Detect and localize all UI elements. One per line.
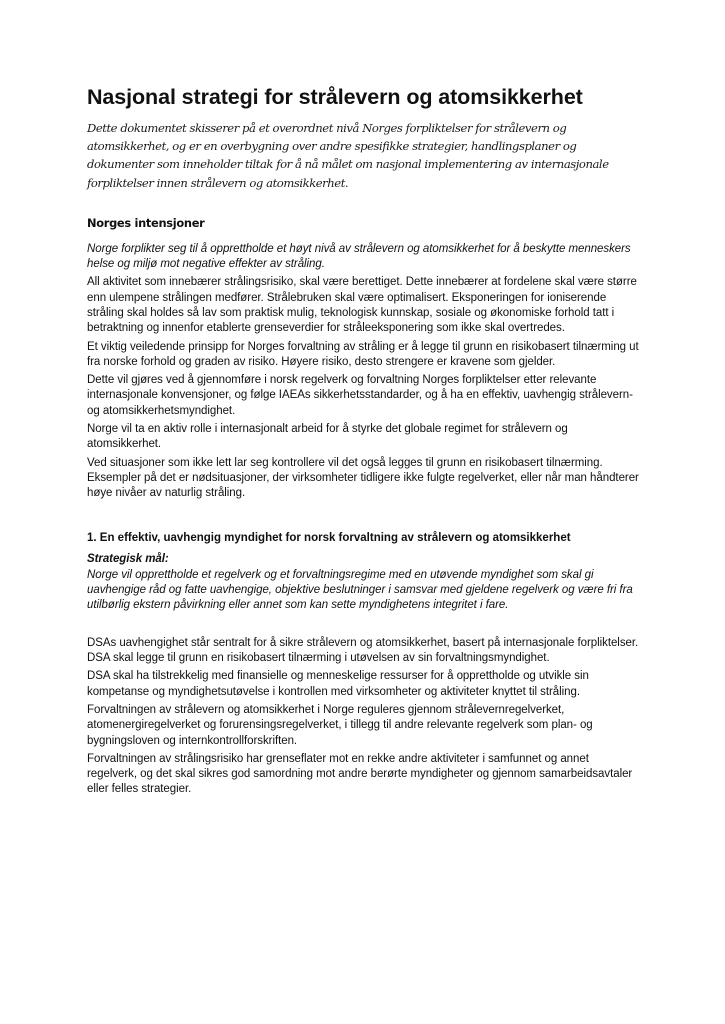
paragraph: Norge vil ta en aktiv rolle i internasjonalt arbeid for å styrke det globale regimet for strålevern og atomsikkerhet.: [87, 423, 568, 451]
intensions-lead: Norge forplikter seg til å opprettholde et høyt nivå av strålevern og atomsikkerhet for å beskytte menneskers helse og miljø mot negative effekter av stråling.: [87, 242, 631, 271]
paragraph: DSAs uavhengighet står sentralt for å sikre strålevern og atomsikkerhet, basert på internasjonale forpliktelser. DSA skal legge til grunn en risikobasert tilnærming i utøvelsen av sin forvaltningsmyndighet.: [87, 636, 639, 665]
paragraph: Ved situasjoner som ikke lett lar seg kontrollere vil det også legges til grunn en risikobasert tilnærming. Eksempler på det er nødsituasjoner, der virksomheter tidligere ikke fulgte regelverket, eller når man håndterer høye nivåer av naturlig stråling.: [87, 456, 639, 500]
document-title: Nasjonal strategi for strålevern og atomsikkerhet: [87, 85, 583, 109]
paragraph: All aktivitet som innebærer strålingsrisiko, skal være berettiget. Dette innebærer at fordelene skal være større enn ulempene strålingen medfører. Strålebruken skal være optimalisert. Eksponeringen for ioniserende stråling skal holdes så lav som praktisk mulig, teknologisk kunnskap, sosiale og økonomiske forhold tatt i betraktning og innenfor etablerte grenseverdier for stråleeksponering som ikke skal overtredes.: [87, 276, 637, 335]
paragraph: Forvaltningen av strålevern og atomsikkerhet i Norge reguleres gjennom strålevernregelverket, atomenergiregelverket og forurensingsregelverket, i tillegg til andre relevante regelverk som plan- og bygningsloven og internkontrollforskriften.: [87, 703, 593, 747]
section-heading-intensions: Norges intensjoner: [87, 215, 205, 230]
paragraph: Forvaltningen av strålingsrisiko har grenseflater mot en rekke andre aktiviteter i samfunnet og annet regelverk, og det skal sikres god samordning mot andre berørte myndigheter og gjennom samarbeidsavtaler eller felles strategier.: [87, 752, 633, 796]
paragraph: DSA skal ha tilstrekkelig med finansielle og menneskelige ressurser for å opprettholde og utvikle sin kompetanse og myndighetsutøvelse i kontrollen med virksomheter og aktiviteter knyttet til stråling.: [87, 670, 589, 698]
paragraph: Et viktig veiledende prinsipp for Norges forvaltning av stråling er å legge til grunn en risikobasert tilnærming ut fra norske forhold og graden av risiko. Høyere risiko, desto strengere er kravene som gjelder.: [87, 340, 639, 368]
strategic-goal-label: Strategisk mål:: [87, 552, 169, 565]
section-heading-1: 1. En effektiv, uavhengig myndighet for norsk forvaltning av strålevern og atomsikkerhet: [87, 531, 571, 544]
intro-paragraph: Dette dokumentet skisserer på et overordnet nivå Norges forpliktelser for strålevern og atomsikkerhet, og er en overbygning over andre spesifikke strategier, handlingsplaner og dokumenter som inneholder tiltak for å nå målet om nasjonal implementering av internasjonale forpliktelser innen strålevern og atomsikkerhet.: [87, 121, 609, 190]
paragraph: Dette vil gjøres ved å gjennomføre i norsk regelverk og forvaltning Norges forpliktelser etter relevante internasjonale konvensjoner, og følge IAEAs sikkerhetsstandarder, og å ha en effektiv, uavhengig strålevern- og atomsikkerhetsmyndighet.: [87, 374, 633, 417]
strategic-goal-text: Norge vil opprettholde et regelverk og et forvaltningsregime med en utøvende myndighet som skal gi uavhengige råd og fatte uavhengige, objektive beslutninger i samsvar med gjeldene regelverk og være fri fra utilbørlig ekstern påvirkning eller annet som kan sette myndighetens integritet i fare.: [87, 568, 633, 612]
